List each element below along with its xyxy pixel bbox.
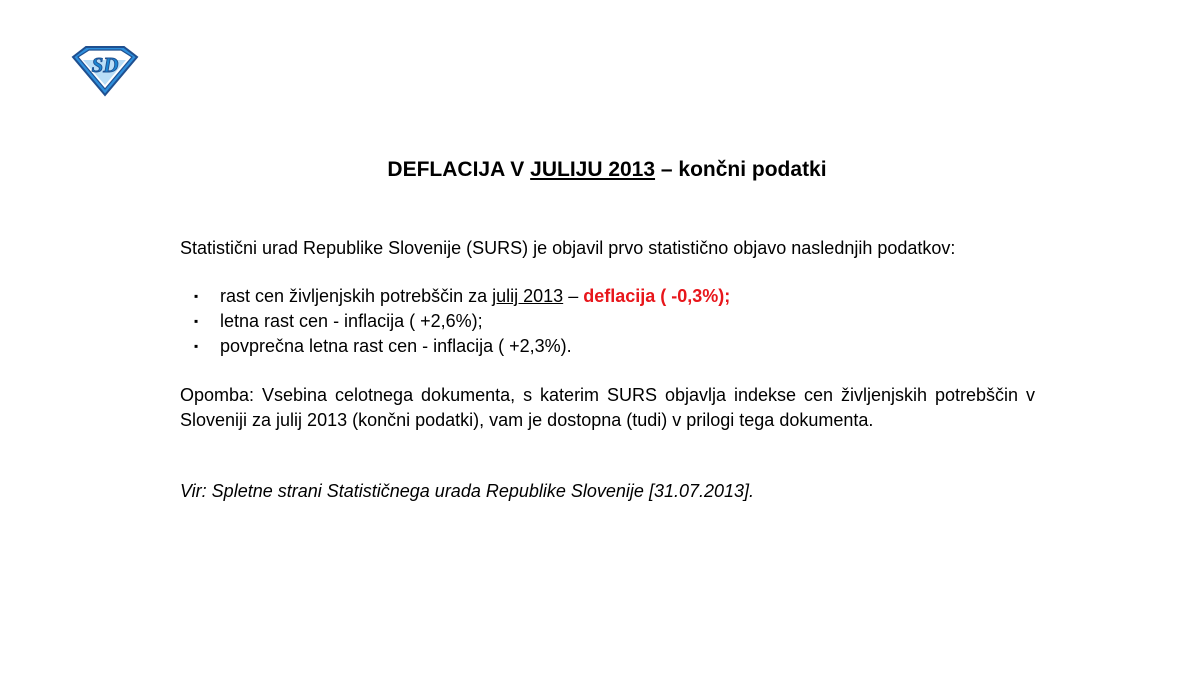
item-dash: –	[563, 286, 584, 306]
bullet-marker: ▪	[194, 289, 199, 303]
item-text: rast cen življenjskih potrebščin za	[220, 286, 493, 306]
sd-logo	[70, 44, 140, 98]
item-month: julij 2013	[492, 286, 564, 306]
title-prefix: DEFLACIJA V	[387, 158, 531, 181]
document-body	[180, 236, 1035, 504]
bullet-marker: ▪	[194, 314, 199, 328]
source-citation: Vir: Spletne strani Statističnega urada Republike Slovenije [31.07.2013].	[180, 481, 755, 501]
item-text: letna rast cen - inflacija ( +2,6%);	[220, 311, 483, 331]
statistics-list	[180, 284, 1035, 359]
document-title	[0, 156, 1190, 184]
list-item	[180, 334, 1035, 359]
bullet-marker: ▪	[194, 339, 199, 353]
title-month: JULIJU 2013	[530, 158, 656, 181]
item-text: povprečna letna rast cen - inflacija ( +2,3%).	[220, 336, 572, 356]
note-paragraph: Opomba: Vsebina celotnega dokumenta, s katerim SURS objavlja indekse cen življenjskih potrebščin v Sloveniji za julij 2013 (končni podatki), vam je dostopna (tudi) v prilogi tega dokumenta.	[180, 385, 1035, 430]
title-suffix: – končni podatki	[655, 158, 827, 181]
sd-logo-letters: SD	[91, 53, 119, 77]
list-item	[180, 284, 1035, 309]
deflation-highlight: deflacija ( -0,3%);	[583, 286, 731, 306]
sd-shield-emblem	[70, 44, 140, 98]
intro-paragraph: Statistični urad Republike Slovenije (SURS) je objavil prvo statistično objavo naslednjih podatkov:	[180, 238, 956, 258]
list-item	[180, 309, 1035, 334]
